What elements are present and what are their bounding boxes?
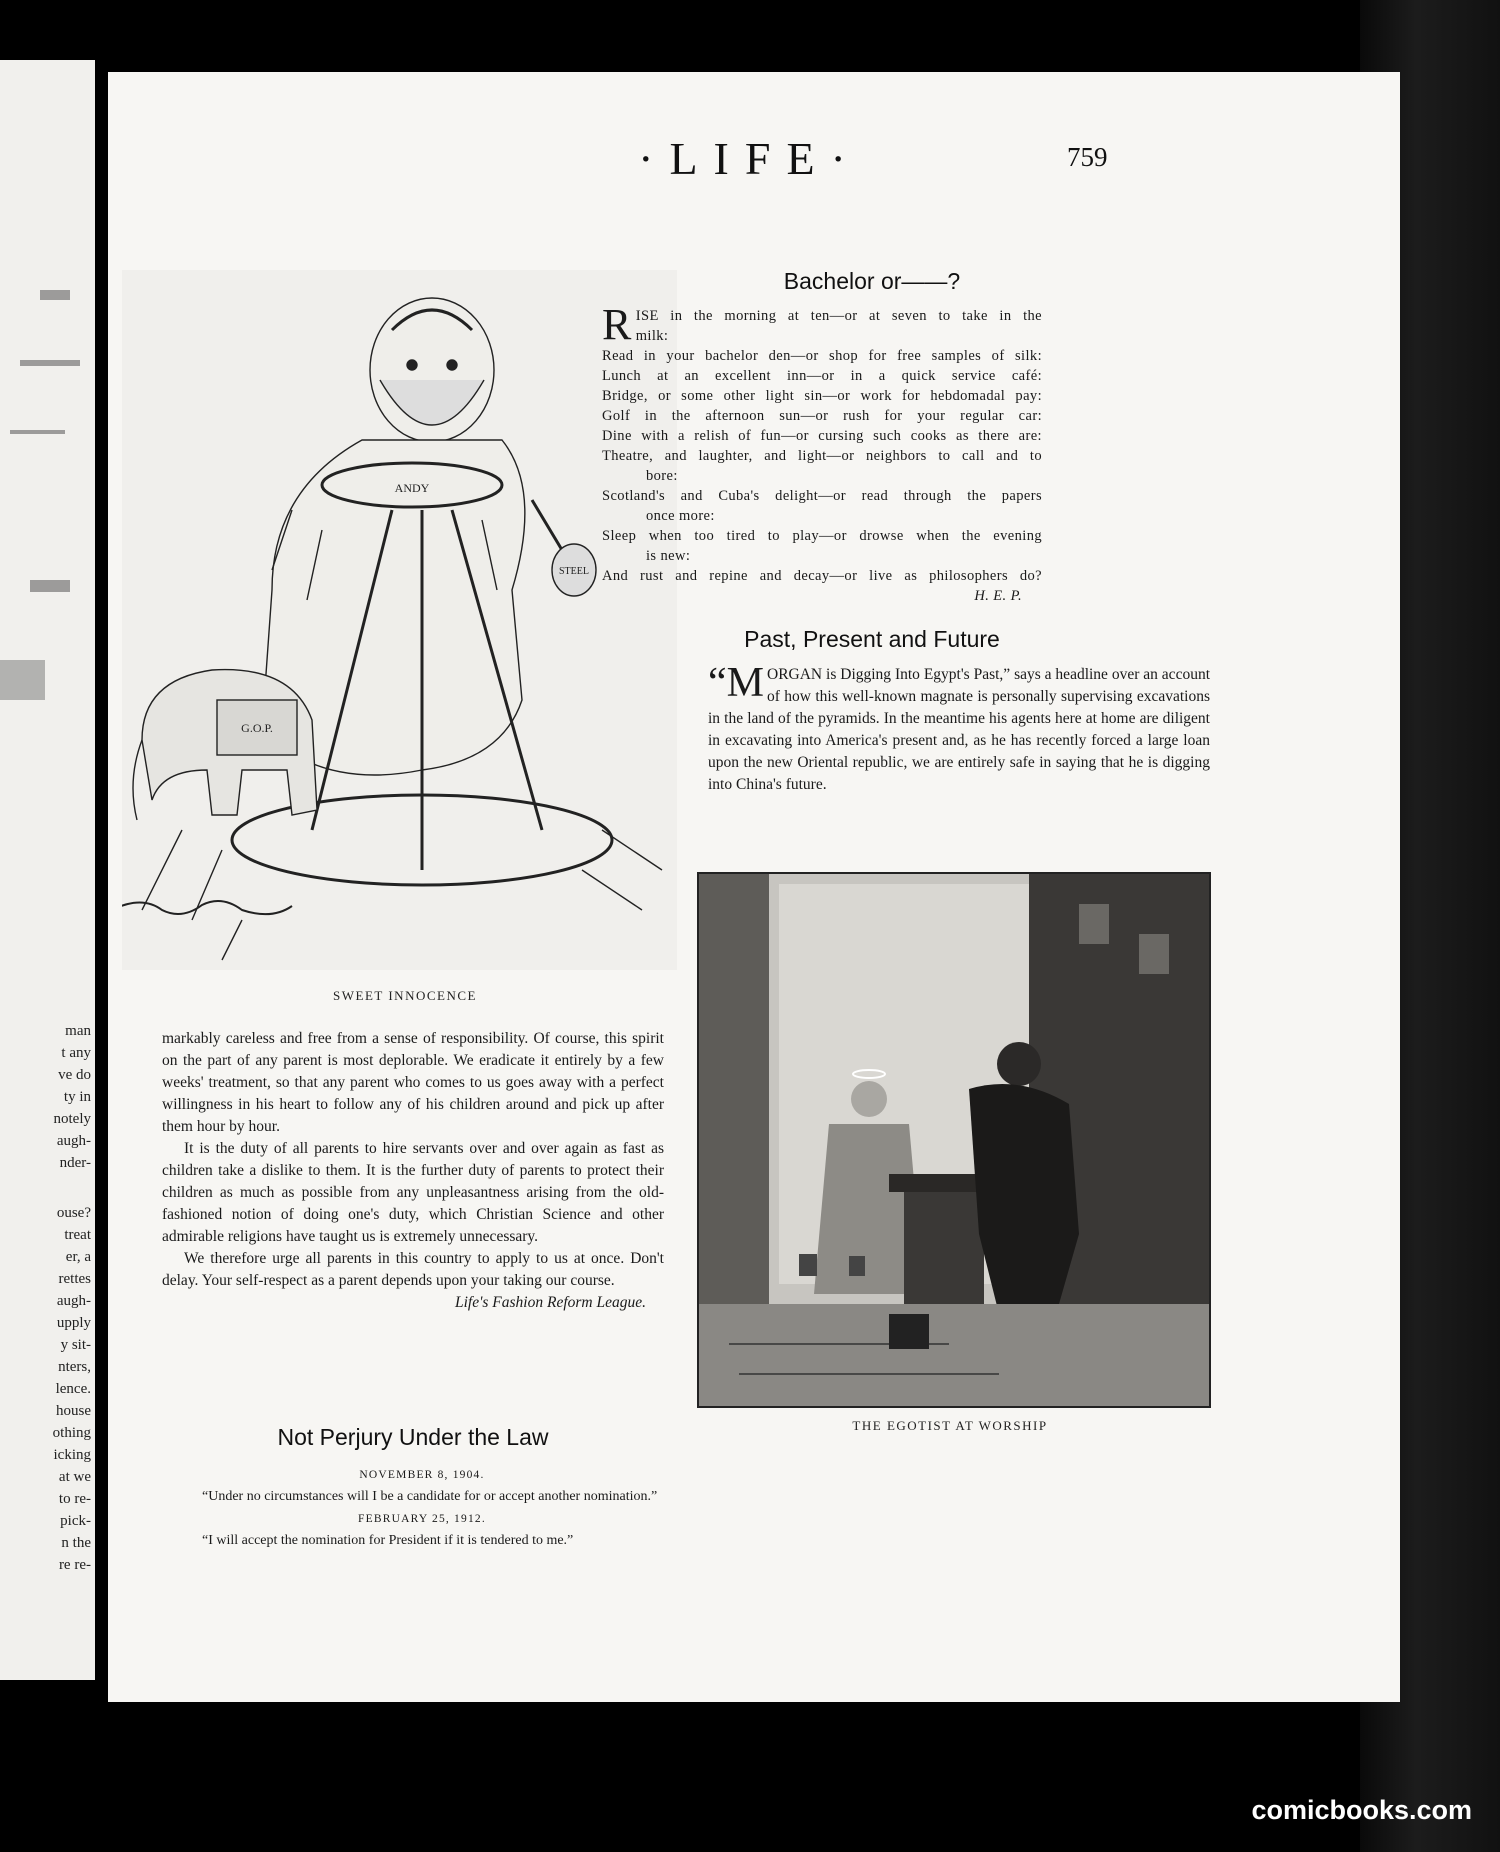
cartoon-egotist-drawing — [699, 874, 1209, 1406]
left-page-text-fragment: at we — [58, 1469, 91, 1485]
caption-sweet-innocence: SWEET INNOCENCE — [333, 988, 477, 1003]
bachelor-line-theatre: Theatre, and laughter, and light—or neighbors to call and to — [602, 448, 1042, 464]
left-page-text-fragment: nder- — [59, 1155, 91, 1171]
left-page-text-fragment: augh- — [56, 1293, 91, 1309]
left-page-text-fragment: upply — [56, 1315, 91, 1331]
past-present-text — [708, 660, 1210, 796]
left-page-edge — [0, 60, 95, 1680]
fashion-paragraph-3: We therefore urge all parents in this country to apply to us at once. Don't delay. Your self-respect as a parent depends upon your taking our course. — [162, 1250, 664, 1289]
perjury-quote-2: “I will accept the nomination for President if it is tendered to me.” — [202, 1533, 574, 1548]
caption-egotist-at-worship: THE EGOTIST AT WORSHIP — [852, 1418, 1048, 1433]
cartoon-egotist-at-worship — [697, 872, 1211, 1408]
left-page-text-fragment: rettes — [58, 1271, 91, 1287]
masthead-title: ·LIFE· — [638, 133, 862, 184]
perjury-title: Not Perjury Under the Law — [277, 1424, 549, 1450]
left-page-text-fragment: pick- — [60, 1513, 91, 1529]
page-number: 759 — [1067, 142, 1108, 172]
left-page-text-fragment: augh- — [56, 1133, 91, 1149]
rattle-label: STEEL — [559, 566, 589, 577]
past-present-title: Past, Present and Future — [744, 626, 1000, 652]
left-page-text-fragment: ouse? — [56, 1205, 91, 1221]
left-page-text-fragment: re re- — [58, 1557, 91, 1573]
elephant-label: G.O.P. — [241, 721, 273, 735]
bachelor-line-first-cont: milk: — [635, 328, 669, 344]
left-page-text-fragment: treat — [64, 1227, 91, 1243]
left-page-text-fragment: house — [56, 1403, 91, 1419]
left-page-text-fragment: ty in — [63, 1089, 91, 1105]
bachelor-title: Bachelor or——? — [783, 268, 961, 294]
cartoon-sweet-innocence — [122, 270, 677, 970]
ring-label: ANDY — [394, 481, 430, 495]
bachelor-initial: R — [602, 300, 632, 349]
past-present-initial: “M — [708, 660, 764, 706]
bachelor-line: Dine with a relish of fun—or cursing such cooks as there are: — [602, 428, 1042, 444]
perjury-text — [180, 1462, 664, 1550]
bachelor-line: Lunch at an excellent inn—or in a quick service café: — [602, 368, 1042, 384]
left-page-text-fragment: y sit- — [60, 1337, 91, 1353]
bachelor-line: Golf in the afternoon sun—or rush for your regular car: — [602, 408, 1042, 424]
left-page-text-fragment: nters, — [58, 1359, 91, 1375]
bachelor-poem — [602, 300, 1042, 606]
fashion-paragraph-1: markably careless and free from a sense of responsibility. Of course, this spirit on the part of any parent is most deplorable. We eradicate it entirely by a few weeks' treatment, so that any parent who comes to us goes away with a perfect willingness in his heart to follow any of his children around and pick up after them hour by hour. — [162, 1030, 664, 1135]
perjury-date-1: NOVEMBER 8, 1904. — [359, 1469, 485, 1481]
bachelor-line-theatre-cont: bore: — [646, 468, 678, 484]
perjury-quote-1: “Under no circumstances will I be a candidate for or accept another nomination.” — [202, 1489, 658, 1504]
left-page-text-fragment: icking — [53, 1447, 91, 1463]
fashion-reform-text — [162, 1028, 664, 1314]
left-page-text-fragment: n the — [61, 1535, 91, 1551]
left-page-text-fragment: man — [65, 1023, 91, 1039]
bachelor-line-first: ISE in the morning at ten—or at seven to take in the — [635, 308, 1042, 324]
fashion-paragraph-2: It is the duty of all parents to hire servants over and over again as fast as children take a dislike to them. It is the further duty of parents to protect their children as much as possible from any unpleasantness arising from the old-fashioned notion of doing one's duty, which Christian Science and other admirable religions have taught us is extremely unnecessary. — [162, 1140, 664, 1245]
cartoon-sweet-innocence-drawing — [122, 270, 677, 970]
perjury-date-2: FEBRUARY 25, 1912. — [358, 1513, 486, 1525]
bachelor-line-scotland-cont: once more: — [646, 508, 715, 524]
watermark: comicbooks.com — [1251, 1795, 1472, 1825]
fashion-signature: Life's Fashion Reform League. — [454, 1294, 646, 1311]
left-page-text-fragment: othing — [52, 1425, 91, 1441]
bachelor-line-last: And rust and repine and decay—or live as philosophers do? — [602, 568, 1042, 584]
left-page-text-fragment: notely — [53, 1111, 91, 1127]
left-page-text-fragment: er, a — [65, 1249, 91, 1265]
left-page-text-fragment: to re- — [58, 1491, 91, 1507]
bachelor-line-scotland: Scotland's and Cuba's delight—or read through the papers — [602, 488, 1042, 504]
bachelor-line-sleep: Sleep when too tired to play—or drowse when the evening — [602, 528, 1042, 544]
left-page-text-fragment: lence. — [55, 1381, 91, 1397]
past-present-body: ORGAN is Digging Into Egypt's Past,” says a headline over an account of how this well-known magnate is personally supervising excavations in the land of the pyramids. In the meantime his agents here at home are diligent in excavating into America's present and, as he has recently forced a large loan upon the new Oriental republic, we are entirely safe in saying that he is digging into China's future. — [708, 666, 1210, 793]
bachelor-line: Bridge, or some other light sin—or work for hebdomadal pay: — [602, 388, 1042, 404]
bachelor-signature: H. E. P. — [974, 588, 1022, 604]
bachelor-line: Read in your bachelor den—or shop for free samples of silk: — [602, 348, 1042, 364]
left-page-text-fragment: ve do — [58, 1067, 91, 1083]
bachelor-line-sleep-cont: is new: — [646, 548, 691, 564]
left-page-text-fragment: t any — [61, 1045, 91, 1061]
